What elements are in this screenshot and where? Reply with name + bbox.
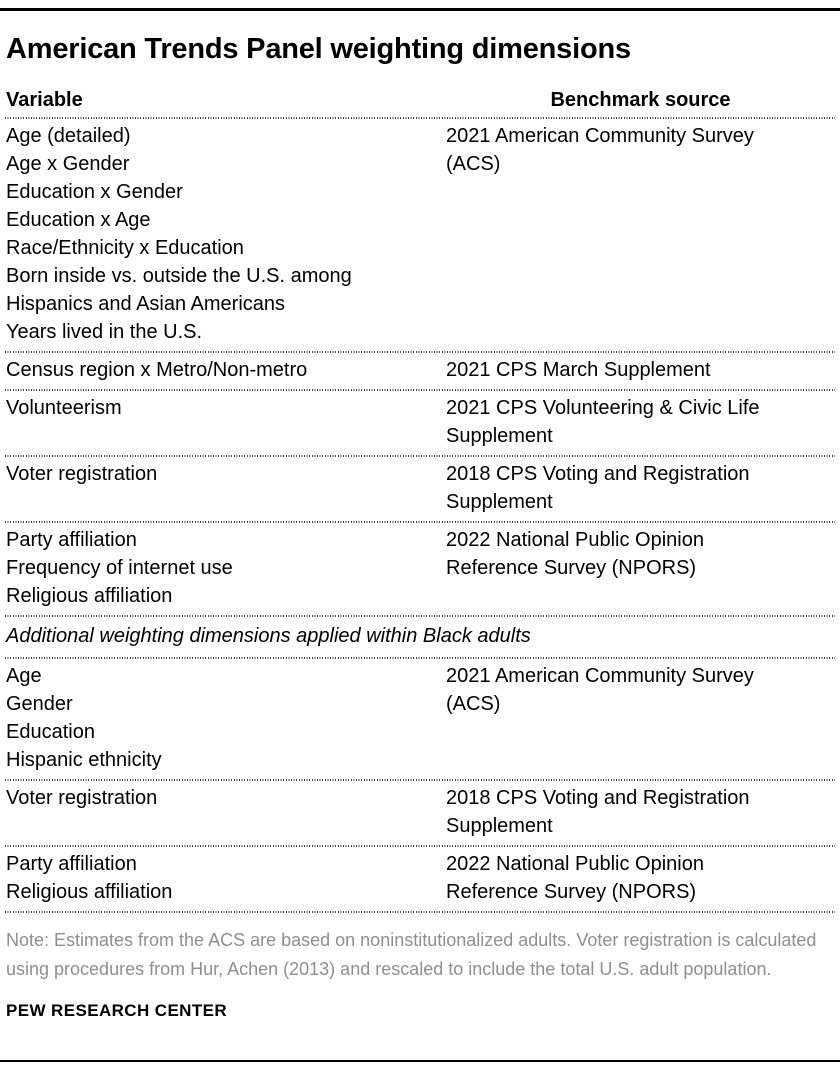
variable-line: Race/Ethnicity x Education (6, 237, 244, 259)
variable-cell (6, 850, 446, 906)
benchmark-source-line: (ACS) (446, 153, 501, 175)
variable-cell (6, 122, 446, 346)
variable-line: Age (6, 665, 42, 687)
table-header-row (5, 88, 835, 117)
footer-brand: PEW RESEARCH CENTER (6, 1001, 228, 1020)
variable-cell (6, 662, 446, 774)
note-text: Note: Estimates from the ACS are based on noninstitutionalized adults. Voter registration is calculated using procedures from Hur, Achen (2013) and rescaled to include the total U.S. adult population. (6, 930, 817, 979)
variable-line: Hispanics and Asian Americans (6, 293, 286, 315)
benchmark-source-line: (ACS) (446, 693, 501, 715)
table-row (5, 781, 835, 845)
variable-line: Education x Age (6, 209, 151, 231)
dotted-separator (5, 911, 835, 913)
column-header-variable: Variable (6, 89, 83, 111)
page-title: American Trends Panel weighting dimensions (6, 33, 631, 65)
benchmark-source-cell (446, 394, 835, 450)
benchmark-source-cell (446, 356, 835, 384)
variable-line: Education (6, 721, 95, 743)
benchmark-source-cell (446, 526, 835, 610)
benchmark-source-cell (446, 662, 835, 774)
benchmark-source-line: 2021 CPS March Supplement (446, 359, 711, 381)
variable-line: Years lived in the U.S. (6, 321, 203, 343)
variable-cell (6, 394, 446, 450)
table-row (5, 659, 835, 779)
benchmark-source-cell (446, 122, 835, 346)
variable-line: Education x Gender (6, 181, 183, 203)
variable-line: Born inside vs. outside the U.S. among (6, 265, 352, 287)
variable-line: Age x Gender (6, 153, 130, 175)
table-row (5, 119, 835, 351)
benchmark-source-line: 2021 American Community Survey (446, 125, 754, 147)
benchmark-source-line: Reference Survey (NPORS) (446, 881, 697, 903)
table-row (5, 353, 835, 389)
benchmark-source-line: Supplement (446, 815, 553, 837)
benchmark-source-line: Supplement (446, 425, 553, 447)
benchmark-source-cell (446, 850, 835, 906)
table-row (5, 847, 835, 911)
benchmark-source-line: 2022 National Public Opinion (446, 853, 704, 875)
variable-line: Party affiliation (6, 853, 137, 875)
bottom-rule (0, 1060, 840, 1062)
table-row (5, 523, 835, 615)
variable-line: Voter registration (6, 787, 158, 809)
benchmark-source-line: 2018 CPS Voting and Registration (446, 787, 750, 809)
column-header-benchmark-source: Benchmark source (550, 89, 731, 111)
benchmark-source-cell (446, 460, 835, 516)
variable-line: Census region x Metro/Non-metro (6, 359, 308, 381)
table-body (5, 119, 835, 913)
section-divider: Additional weighting dimensions applied within Black adults (6, 625, 531, 647)
table-row (5, 457, 835, 521)
benchmark-source-line: Supplement (446, 491, 553, 513)
variable-line: Religious affiliation (6, 881, 173, 903)
variable-line: Voter registration (6, 463, 158, 485)
variable-line: Party affiliation (6, 529, 137, 551)
variable-line: Hispanic ethnicity (6, 749, 162, 771)
benchmark-source-line: 2021 American Community Survey (446, 665, 754, 687)
variable-line: Gender (6, 693, 73, 715)
benchmark-source-line: 2021 CPS Volunteering & Civic Life (446, 397, 760, 419)
variable-cell (6, 784, 446, 840)
table-row (5, 391, 835, 455)
variable-line: Age (detailed) (6, 125, 131, 147)
variable-cell (6, 460, 446, 516)
top-rule (0, 8, 840, 11)
benchmark-source-line: 2022 National Public Opinion (446, 529, 704, 551)
variable-cell (6, 526, 446, 610)
benchmark-source-cell (446, 784, 835, 840)
variable-line: Frequency of internet use (6, 557, 233, 579)
variable-cell (6, 356, 446, 384)
benchmark-source-line: Reference Survey (NPORS) (446, 557, 697, 579)
variable-line: Volunteerism (6, 397, 122, 419)
benchmark-source-line: 2018 CPS Voting and Registration (446, 463, 750, 485)
variable-line: Religious affiliation (6, 585, 173, 607)
